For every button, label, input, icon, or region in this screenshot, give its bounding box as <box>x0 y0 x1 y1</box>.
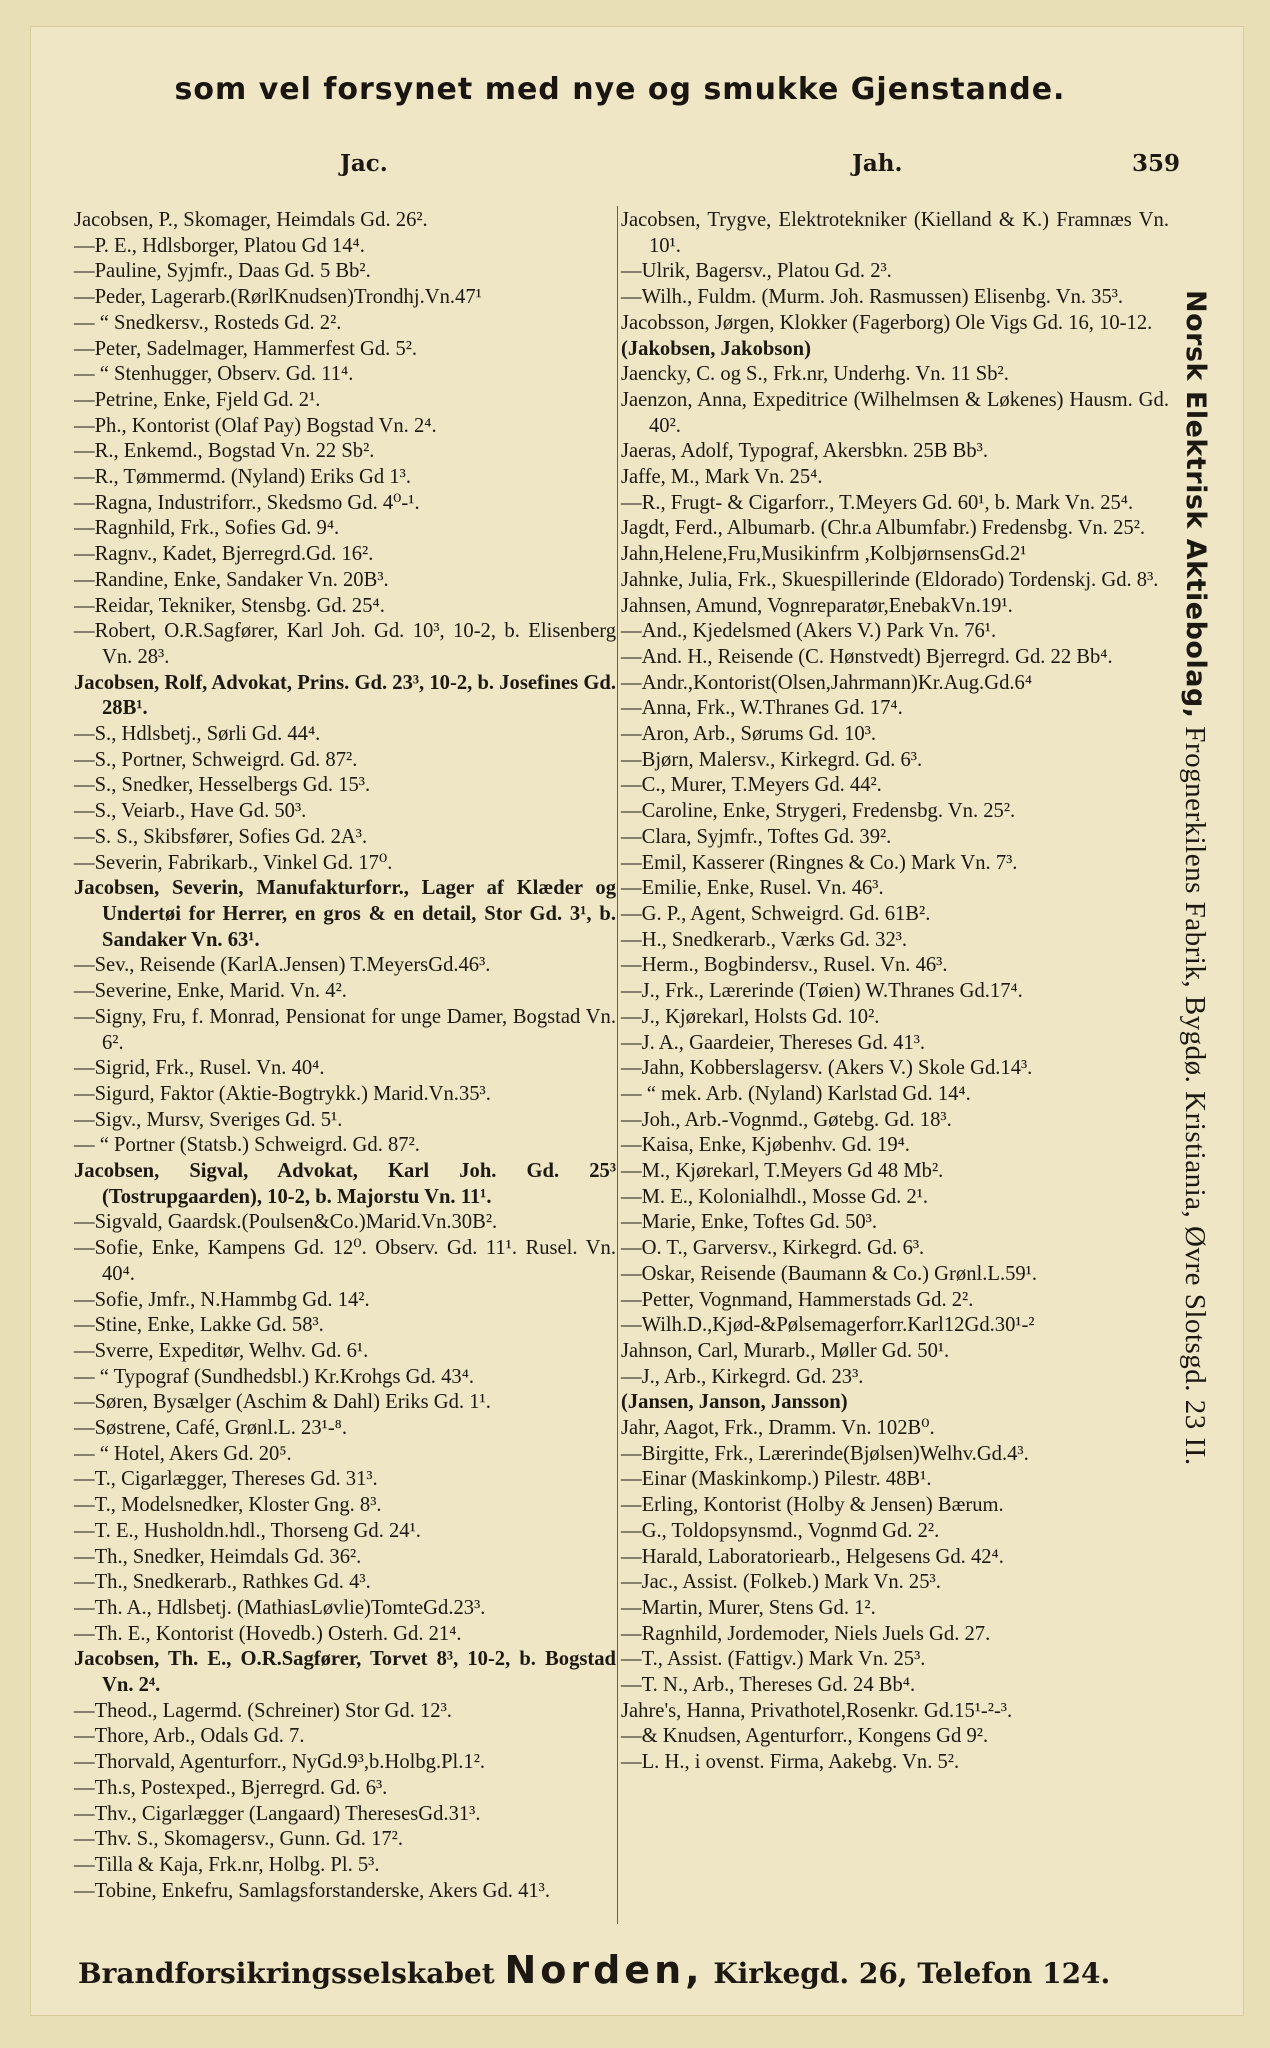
directory-entry: —Clara, Syjmfr., Toftes Gd. 39². <box>621 825 892 848</box>
side-ad-rest: Frognerkilens Fabrik, Bygdø. Kristiania, Øvre Slotsgd. 23 II. <box>1179 718 1211 1466</box>
directory-entry: —S. S., Skibsfører, Sofies Gd. 2A³. <box>74 825 368 848</box>
directory-entry: —J. A., Gaardeier, Thereses Gd. 41³. <box>621 1031 926 1054</box>
directory-entry: —J., Kjørekarl, Holsts Gd. 10². <box>621 1005 880 1028</box>
directory-entry: — “ Hotel, Akers Gd. 20⁵. <box>74 1442 292 1465</box>
directory-entry: —J., Frk., Lærerinde (Tøien) W.Thranes Gd.17⁴. <box>621 980 1023 1003</box>
directory-entry: —Søstrene, Café, Grønl.L. 23¹-⁸. <box>74 1417 348 1440</box>
directory-entry: —Sofie, Enke, Kampens Gd. 12⁰. Observ. Gd. 11¹. Rusel. Vn. 40⁴. <box>74 1237 616 1285</box>
directory-entry: —T. E., Husholdn.hdl., Thorseng Gd. 24¹. <box>74 1519 421 1542</box>
directory-entry: —& Knudsen, Agenturforr., Kongens Gd 9². <box>621 1725 989 1748</box>
directory-entry: (Jansen, Janson, Jansson) <box>621 1391 848 1414</box>
directory-entry: —Theod., Lagermd. (Schreiner) Stor Gd. 12³. <box>74 1699 452 1722</box>
directory-entry: —T. N., Arb., Thereses Gd. 24 Bb⁴. <box>621 1674 916 1697</box>
bottom-ad-suffix: Kirkegd. 26, Telefon 124. <box>703 1957 1111 1990</box>
directory-entry: —Wilh.D.,Kjød-&Pølsemagerforr.Karl12Gd.30¹-² <box>621 1314 1035 1337</box>
directory-entry: —Sev., Reisende (KarlA.Jensen) T.MeyersGd.46³. <box>74 954 491 977</box>
directory-entry: Jaffe, M., Mark Vn. 25⁴. <box>621 466 823 489</box>
directory-entry: —R., Tømmermd. (Nyland) Eriks Gd 1³. <box>74 466 411 489</box>
directory-entry: —L. H., i ovenst. Firma, Aakebg. Vn. 5². <box>621 1751 960 1774</box>
directory-entry: —G., Toldopsynsmd., Vognmd Gd. 2². <box>621 1519 940 1542</box>
directory-entry: —Sigurd, Faktor (Aktie-Bogtrykk.) Marid.Vn.35³. <box>74 1082 491 1105</box>
directory-entry: —M. E., Kolonialhdl., Mosse Gd. 2¹. <box>621 1185 929 1208</box>
right-column <box>621 208 1169 1776</box>
directory-entry: Jagdt, Ferd., Albumarb. (Chr.a Albumfabr.) Fredensbg. Vn. 25². <box>621 517 1146 540</box>
directory-entry: —Herm., Bogbindersv., Rusel. Vn. 46³. <box>621 954 948 977</box>
directory-entry: —Ph., Kontorist (Olaf Pay) Bogstad Vn. 2⁴. <box>74 414 437 437</box>
directory-entry: Jahn,Helene,Fru,Musikinfrm ,KolbjørnsensGd.2¹ <box>621 543 1027 566</box>
directory-entry: —Harald, Laboratoriearb., Helgesens Gd. 42⁴. <box>621 1545 1004 1568</box>
directory-entry: —Joh., Arb.-Vognmd., Gøtebg. Gd. 18³. <box>621 1108 952 1131</box>
directory-entry: —Sigvald, Gaardsk.(Poulsen&Co.)Marid.Vn.30B². <box>74 1211 498 1234</box>
directory-entry: Jacobsen, Sigval, Advokat, Karl Joh. Gd. 25³ (Tostrupgaarden), 10-2, b. Majorstu Vn. 11¹. <box>74 1160 616 1208</box>
directory-entry: —S., Snedker, Hesselbergs Gd. 15³. <box>74 774 371 797</box>
directory-entry: —Petrine, Enke, Fjeld Gd. 2¹. <box>74 388 321 411</box>
directory-entry: —O. T., Garversv., Kirkegrd. Gd. 6³. <box>621 1237 925 1260</box>
directory-entry: —Ragnhild, Jordemoder, Niels Juels Gd. 27. <box>621 1622 991 1645</box>
top-advertisement: som vel forsynet med nye og smukke Gjenstande. <box>174 72 1066 107</box>
directory-entry: —Th., Snedkerarb., Rathkes Gd. 4³. <box>74 1571 371 1594</box>
directory-entry: —Marie, Enke, Toftes Gd. 50³. <box>621 1211 878 1234</box>
directory-entry: —Kaisa, Enke, Kjøbenhv. Gd. 19⁴. <box>621 1134 910 1157</box>
directory-entry: — “ mek. Arb. (Nyland) Karlstad Gd. 14⁴. <box>621 1082 971 1105</box>
directory-entry: —Sigrid, Frk., Rusel. Vn. 40⁴. <box>74 1057 325 1080</box>
directory-entry: —C., Murer, T.Meyers Gd. 44². <box>621 774 882 797</box>
directory-entry: Jahnsen, Amund, Vognreparatør,EnebakVn.19¹. <box>621 594 1013 617</box>
directory-entry: —Einar (Maskinkomp.) Pilestr. 48B¹. <box>621 1468 932 1491</box>
directory-entry: —T., Modelsnedker, Kloster Gng. 8³. <box>74 1494 382 1517</box>
bottom-ad-name: Norden, <box>504 1948 704 1992</box>
directory-entry: —Thore, Arb., Odals Gd. 7. <box>74 1725 305 1748</box>
directory-entry: Jacobsson, Jørgen, Klokker (Fagerborg) Ole Vigs Gd. 16, 10-12. <box>621 311 1153 334</box>
directory-entry: —Oskar, Reisende (Baumann & Co.) Grønl.L.59¹. <box>621 1262 1038 1285</box>
directory-entry: —Caroline, Enke, Strygeri, Fredensbg. Vn. 25². <box>621 800 1016 823</box>
bottom-ad-prefix: Brandforsikringsselskabet <box>78 1957 505 1990</box>
directory-entry: —And., Kjedelsmed (Akers V.) Park Vn. 76¹. <box>621 620 997 643</box>
directory-entry: Jacobsen, Severin, Manufakturforr., Lager af Klæder og Undertøi for Herrer, en gros & en detail, Stor Gd. 3¹, b. Sandaker Vn. 63¹. <box>74 877 616 951</box>
directory-entry: —Ragnv., Kadet, Bjerregrd.Gd. 16². <box>74 543 374 566</box>
directory-entry: —Birgitte, Frk., Lærerinde(Bjølsen)Welhv.Gd.4³. <box>621 1442 1029 1465</box>
right-column-header: Jah. <box>852 150 903 177</box>
directory-entry: — “ Stenhugger, Observ. Gd. 11⁴. <box>74 363 354 386</box>
directory-entry: Jacobsen, Trygve, Elektrotekniker (Kielland & K.) Framnæs Vn. 10¹. <box>621 209 1169 257</box>
directory-entry: —Sverre, Expeditør, Welhv. Gd. 6¹. <box>74 1339 369 1362</box>
directory-entry: Jahnson, Carl, Murarb., Møller Gd. 50¹. <box>621 1339 950 1362</box>
directory-entry: —Ragnhild, Frk., Sofies Gd. 9⁴. <box>74 517 340 540</box>
directory-entry: —Th., Snedker, Heimdals Gd. 36². <box>74 1545 362 1568</box>
directory-entry: —Petter, Vognmand, Hammerstads Gd. 2². <box>621 1288 974 1311</box>
column-divider <box>617 206 618 1924</box>
directory-entry: —J., Arb., Kirkegrd. Gd. 23³. <box>621 1365 864 1388</box>
directory-entry: — “ Snedkersv., Rosteds Gd. 2². <box>74 311 342 334</box>
directory-entry: Jaenzon, Anna, Expeditrice (Wilhelmsen & Løkenes) Hausm. Gd. 40². <box>621 388 1169 437</box>
directory-entry: —P. E., Hdlsborger, Platou Gd 14⁴. <box>74 234 365 257</box>
directory-entry: —Emil, Kasserer (Ringnes & Co.) Mark Vn. 7³. <box>621 851 1018 874</box>
directory-entry: Jacobsen, Rolf, Advokat, Prins. Gd. 23³, 10-2, b. Josefines Gd. 28B¹. <box>74 671 616 720</box>
directory-entry: —S., Veiarb., Have Gd. 50³. <box>74 800 307 823</box>
side-ad-company: Norsk Elektrisk Aktiebolag, <box>1180 290 1211 719</box>
directory-entry: Jahre's, Hanna, Privathotel,Rosenkr. Gd.15¹-²-³. <box>621 1699 1013 1722</box>
directory-entry: —H., Snedkerarb., Værks Gd. 32³. <box>621 928 908 951</box>
directory-entry: —Thorvald, Agenturforr., NyGd.9³,b.Holbg.Pl.1². <box>74 1751 486 1774</box>
directory-entry: Jahnke, Julia, Frk., Skuespillerinde (Eldorado) Tordenskj. Gd. 8³. <box>621 568 1159 591</box>
directory-entry: —Tilla & Kaja, Frk.nr, Holbg. Pl. 5³. <box>74 1854 380 1876</box>
directory-entry: —R., Enkemd., Bogstad Vn. 22 Sb². <box>74 440 375 463</box>
directory-entry: —G. P., Agent, Schweigrd. Gd. 61B². <box>621 902 931 925</box>
directory-entry: —Th.s, Postexped., Bjerregrd. Gd. 6³. <box>74 1776 388 1799</box>
directory-entry: Jaeras, Adolf, Typograf, Akersbkn. 25B Bb³. <box>621 440 988 463</box>
directory-entry: — “ Typograf (Sundhedsbl.) Kr.Krohgs Gd. 43⁴. <box>74 1365 475 1388</box>
directory-entry: —Emilie, Enke, Rusel. Vn. 46³. <box>621 877 884 900</box>
left-column-header: Jac. <box>340 150 388 177</box>
directory-entry: —Thv., Cigarlægger (Langaard) TheresesGd.31³. <box>74 1802 481 1825</box>
directory-entry: Jahr, Aagot, Frk., Dramm. Vn. 102B⁰. <box>621 1417 935 1440</box>
left-column <box>74 208 616 1904</box>
directory-entry: —Thv. S., Skomagersv., Gunn. Gd. 17². <box>74 1828 403 1851</box>
directory-entry: —Andr.,Kontorist(Olsen,Jahrmann)Kr.Aug.Gd.6⁴ <box>621 671 1032 694</box>
directory-entry: —Aron, Arb., Sørums Gd. 10³. <box>621 723 877 746</box>
directory-entry: —Stine, Enke, Lakke Gd. 58³. <box>74 1314 324 1337</box>
directory-entry: —Peder, Lagerarb.(RørlKnudsen)Trondhj.Vn.47¹ <box>74 286 482 309</box>
page-number: 359 <box>1132 150 1181 177</box>
directory-entry: —Peter, Sadelmager, Hammerfest Gd. 5². <box>74 337 418 360</box>
directory-entry: — “ Portner (Statsb.) Schweigrd. Gd. 87². <box>74 1134 420 1157</box>
directory-entry: —Jac., Assist. (Folkeb.) Mark Vn. 25³. <box>621 1571 941 1594</box>
directory-entry: —T., Assist. (Fattigv.) Mark Vn. 25³. <box>621 1648 926 1671</box>
directory-entry: —R., Frugt- & Cigarforr., T.Meyers Gd. 60¹, b. Mark Vn. 25⁴. <box>621 491 1134 514</box>
directory-entry: —Robert, O.R.Sagfører, Karl Joh. Gd. 10³, 10-2, b. Elisenberg Vn. 28³. <box>74 620 616 668</box>
directory-entry: —Severin, Fabrikarb., Vinkel Gd. 17⁰. <box>74 851 393 874</box>
directory-entry: —Pauline, Syjmfr., Daas Gd. 5 Bb². <box>74 260 371 283</box>
directory-entry: —Sofie, Jmfr., N.Hammbg Gd. 14². <box>74 1288 370 1311</box>
directory-entry: —Reidar, Tekniker, Stensbg. Gd. 25⁴. <box>74 594 385 617</box>
directory-entry: —Signy, Fru, f. Monrad, Pensionat for unge Damer, Bogstad Vn. 6². <box>74 1005 616 1054</box>
directory-entry: —T., Cigarlægger, Thereses Gd. 31³. <box>74 1468 378 1491</box>
directory-entry: —M., Kjørekarl, T.Meyers Gd 48 Mb². <box>621 1160 944 1183</box>
directory-entry: —Randine, Enke, Sandaker Vn. 20B³. <box>74 568 389 591</box>
directory-entry: —Erling, Kontorist (Holby & Jensen) Bærum. <box>621 1494 1004 1517</box>
side-advertisement <box>1178 290 1211 1466</box>
directory-entry: —Ulrik, Bagersv., Platou Gd. 2³. <box>621 260 892 283</box>
directory-entry: —Bjørn, Malersv., Kirkegrd. Gd. 6³. <box>621 748 923 771</box>
directory-entry: Jaencky, C. og S., Frk.nr, Underhg. Vn. 11 Sb². <box>621 363 1009 386</box>
directory-entry: —Søren, Bysælger (Aschim & Dahl) Eriks Gd. 1¹. <box>74 1391 491 1414</box>
directory-entry: —And. H., Reisende (C. Hønstvedt) Bjerregrd. Gd. 22 Bb⁴. <box>621 645 1113 668</box>
directory-entry: Jacobsen, P., Skomager, Heimdals Gd. 26². <box>74 209 428 231</box>
directory-entry: —Severine, Enke, Marid. Vn. 4². <box>74 980 347 1003</box>
directory-entry: —Sigv., Mursv, Sveriges Gd. 5¹. <box>74 1108 343 1131</box>
directory-entry: —Th. A., Hdlsbetj. (MathiasLøvlie)TomteGd.23³. <box>74 1596 486 1619</box>
directory-entry: —Martin, Murer, Stens Gd. 1². <box>621 1596 876 1619</box>
directory-entry: —S., Portner, Schweigrd. Gd. 87². <box>74 748 358 771</box>
directory-entry: —Anna, Frk., W.Thranes Gd. 17⁴. <box>621 697 903 720</box>
directory-entry: (Jakobsen, Jakobson) <box>621 337 811 360</box>
bottom-advertisement <box>78 1948 1178 1992</box>
directory-entry: —S., Hdlsbetj., Sørli Gd. 44⁴. <box>74 723 321 746</box>
directory-entry: —Wilh., Fuldm. (Murm. Joh. Rasmussen) Elisenbg. Vn. 35³. <box>621 286 1124 309</box>
directory-entry: Jacobsen, Th. E., O.R.Sagfører, Torvet 8³, 10-2, b. Bogstad Vn. 2⁴. <box>74 1648 616 1697</box>
directory-entry: —Ragna, Industriforr., Skedsmo Gd. 4⁰-¹. <box>74 491 420 514</box>
directory-entry: —Tobine, Enkefru, Samlagsforstanderske, Akers Gd. 41³. <box>74 1879 550 1902</box>
directory-entry: —Jahn, Kobberslagersv. (Akers V.) Skole Gd.14³. <box>621 1057 1033 1080</box>
directory-entry: —Th. E., Kontorist (Hovedb.) Osterh. Gd. 21⁴. <box>74 1622 462 1645</box>
